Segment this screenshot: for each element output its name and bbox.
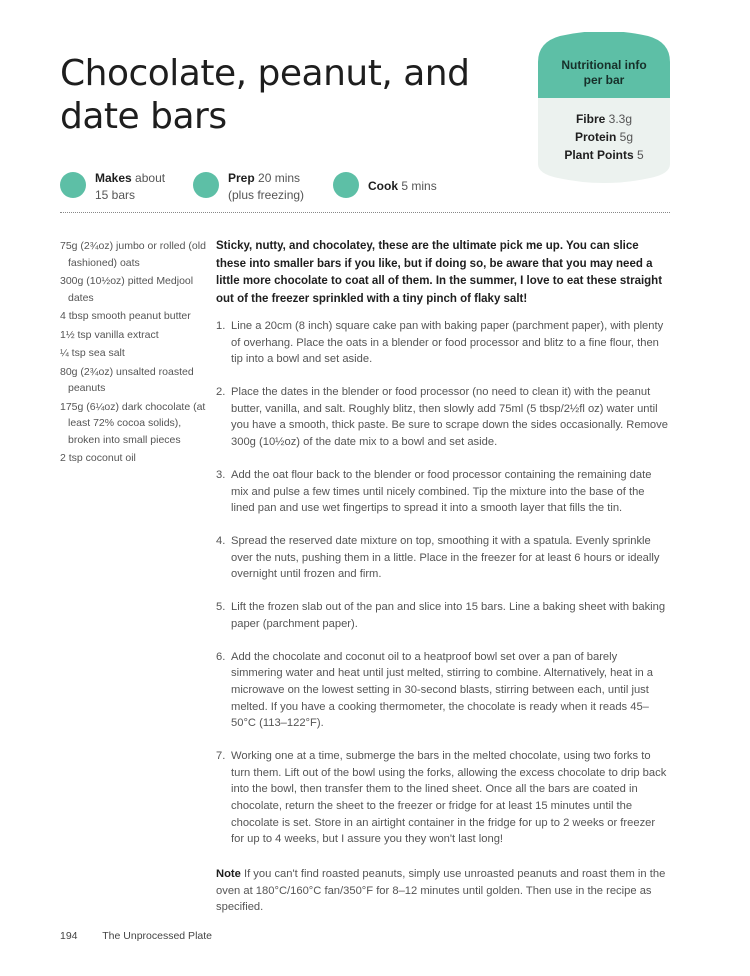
makes-value-2: 15 bars xyxy=(95,188,136,202)
cook-value: 5 mins xyxy=(401,179,437,193)
step-text: Place the dates in the blender or food processor (no need to clean it) with the peanut butter, vanilla, and salt. Roughly blitz, then slowly add 75ml (5 tbsp/2½fl oz) water until you have a smooth, thick paste. Be sure to scrape down the sides occasionally. Remove 300g (10½oz) of the date mix to a bowl and set aside. xyxy=(231,386,668,448)
prep-label: Prep xyxy=(228,171,255,185)
recipe-stats xyxy=(60,170,680,206)
nutrition-item-label: Plant Points xyxy=(564,148,634,162)
nutrition-item-label: Protein xyxy=(574,130,617,144)
ingredient-item: 300g (10½oz) pitted Medjool dates xyxy=(60,275,194,304)
method-step xyxy=(216,599,671,632)
note-text: If you can't find roasted peanuts, simply use unroasted peanuts and roast them in the oven at 180°C/160°C fan/350°F for 8–12 minutes until golden. Then use in the recipe as specified. xyxy=(216,868,666,914)
recipe-intro: Sticky, nutty, and chocolatey, these are the ultimate pick me up. You can slice these into smaller bars if you like, but if doing so, be aware that you may need a little more chocolate to coat all of them. In the summer, I love to eat these straight out of the freezer sprinkled with a tiny pinch of flaky salt! xyxy=(216,240,663,305)
step-text: Add the chocolate and coconut oil to a heatproof bowl set over a pan of barely simmering water and heat until just melted, stirring to combine. Alternatively, heat in a microwave on the lowest setting in 30-second blasts, stirring between each, until just melted. If you have a cooking thermometer, the chocolate is ready when it reads 45–50°C (113–122°F). xyxy=(231,650,654,730)
step-number: 1. xyxy=(216,320,226,332)
nutrition-list xyxy=(538,110,670,164)
step-text: Lift the frozen slab out of the pan and slice into 15 bars. Line a baking sheet with baking paper (parchment paper). xyxy=(231,601,666,630)
step-number: 7. xyxy=(216,750,226,763)
nutrition-item xyxy=(538,128,670,146)
step-number: 4. xyxy=(216,535,226,548)
nutrition-heading: Nutritional info per bar xyxy=(561,58,647,87)
method-step xyxy=(216,467,671,517)
page-number: 194 xyxy=(60,930,78,942)
nutrition-item xyxy=(538,110,670,128)
ingredient-item: ¼ tsp sea salt xyxy=(60,347,125,359)
nutrition-badge xyxy=(538,32,670,184)
nutrition-item xyxy=(538,146,670,164)
ingredients-list xyxy=(60,238,210,469)
prep-dot-icon xyxy=(193,172,219,198)
step-number: 2. xyxy=(216,386,226,399)
method-steps xyxy=(216,318,671,864)
step-text: Working one at a time, submerge the bars in the melted chocolate, using two forks to turn them. Lift out of the bowl using the forks, allowing the excess chocolate to drip back into the bowl, then transfer them to the lined sheet. Once all the bars are coated in chocolate, return the sheet to the freezer or fridge for at least 15 minutes until the chocolate is set. Store in an airtight container in the fridge for up to 2 weeks or freezer for up to 4 weeks, but I assure you they won't last long! xyxy=(231,750,667,846)
nutrition-item-value: 3.3g xyxy=(608,112,633,126)
ingredient-item: 75g (2¾oz) jumbo or rolled (old fashioned) oats xyxy=(60,240,206,269)
recipe-note xyxy=(216,866,671,916)
nutrition-item-value: 5g xyxy=(619,130,634,144)
step-text: Spread the reserved date mixture on top, smoothing it with a spatula. Evenly sprinkle over the nuts, pushing them in a little. Place in the freezer for at least 6 hours or ideally overnight until frozen and firm. xyxy=(231,535,660,581)
method-step xyxy=(216,748,671,848)
step-text: Add the oat flour back to the blender or food processor containing the remaining date mix and pulse a few times until nicely combined. Tip the mixture into the base of the lined pan and use wet fingertips to spread it into a smooth layer that fills the tin. xyxy=(231,468,652,515)
nutrition-item-value: 5 xyxy=(637,148,644,162)
ingredient-item: 2 tsp coconut oil xyxy=(60,452,136,464)
step-number: 3. xyxy=(216,468,226,481)
ingredient-item: 1½ tsp vanilla extract xyxy=(60,328,159,341)
ingredient-item: 80g (2¾oz) unsalted roasted peanuts xyxy=(60,365,194,394)
makes-value: about xyxy=(135,171,166,185)
step-text: Line a 20cm (8 inch) square cake pan with baking paper (parchment paper), with plenty of overhang. Place the oats in a blender or food processor and blitz to a fine flour, then tip into a bowl and set aside. xyxy=(231,320,664,366)
method-step xyxy=(216,384,671,450)
prep-value: 20 mins xyxy=(258,171,301,185)
prep-value-2: (plus freezing) xyxy=(228,188,305,202)
cook-label: Cook xyxy=(368,179,398,193)
page-footer xyxy=(60,930,212,942)
book-title: The Unprocessed Plate xyxy=(102,930,212,942)
method-step xyxy=(216,318,671,368)
method-step xyxy=(216,649,671,732)
makes-label: Makes xyxy=(95,171,132,185)
makes-dot-icon xyxy=(60,172,86,198)
section-divider xyxy=(60,212,670,213)
step-number: 5. xyxy=(216,601,226,614)
method-step xyxy=(216,533,671,583)
ingredient-item: 4 tbsp smooth peanut butter xyxy=(60,310,191,322)
note-label: Note xyxy=(216,868,241,880)
recipe-title: Chocolate, peanut, and date bars xyxy=(60,53,470,137)
nutrition-item-label: Fibre xyxy=(575,112,606,126)
cook-dot-icon xyxy=(333,172,359,198)
ingredient-item: 175g (6¼oz) dark chocolate (at least 72% cocoa solids), broken into small pieces xyxy=(60,400,206,446)
step-number: 6. xyxy=(216,650,226,663)
